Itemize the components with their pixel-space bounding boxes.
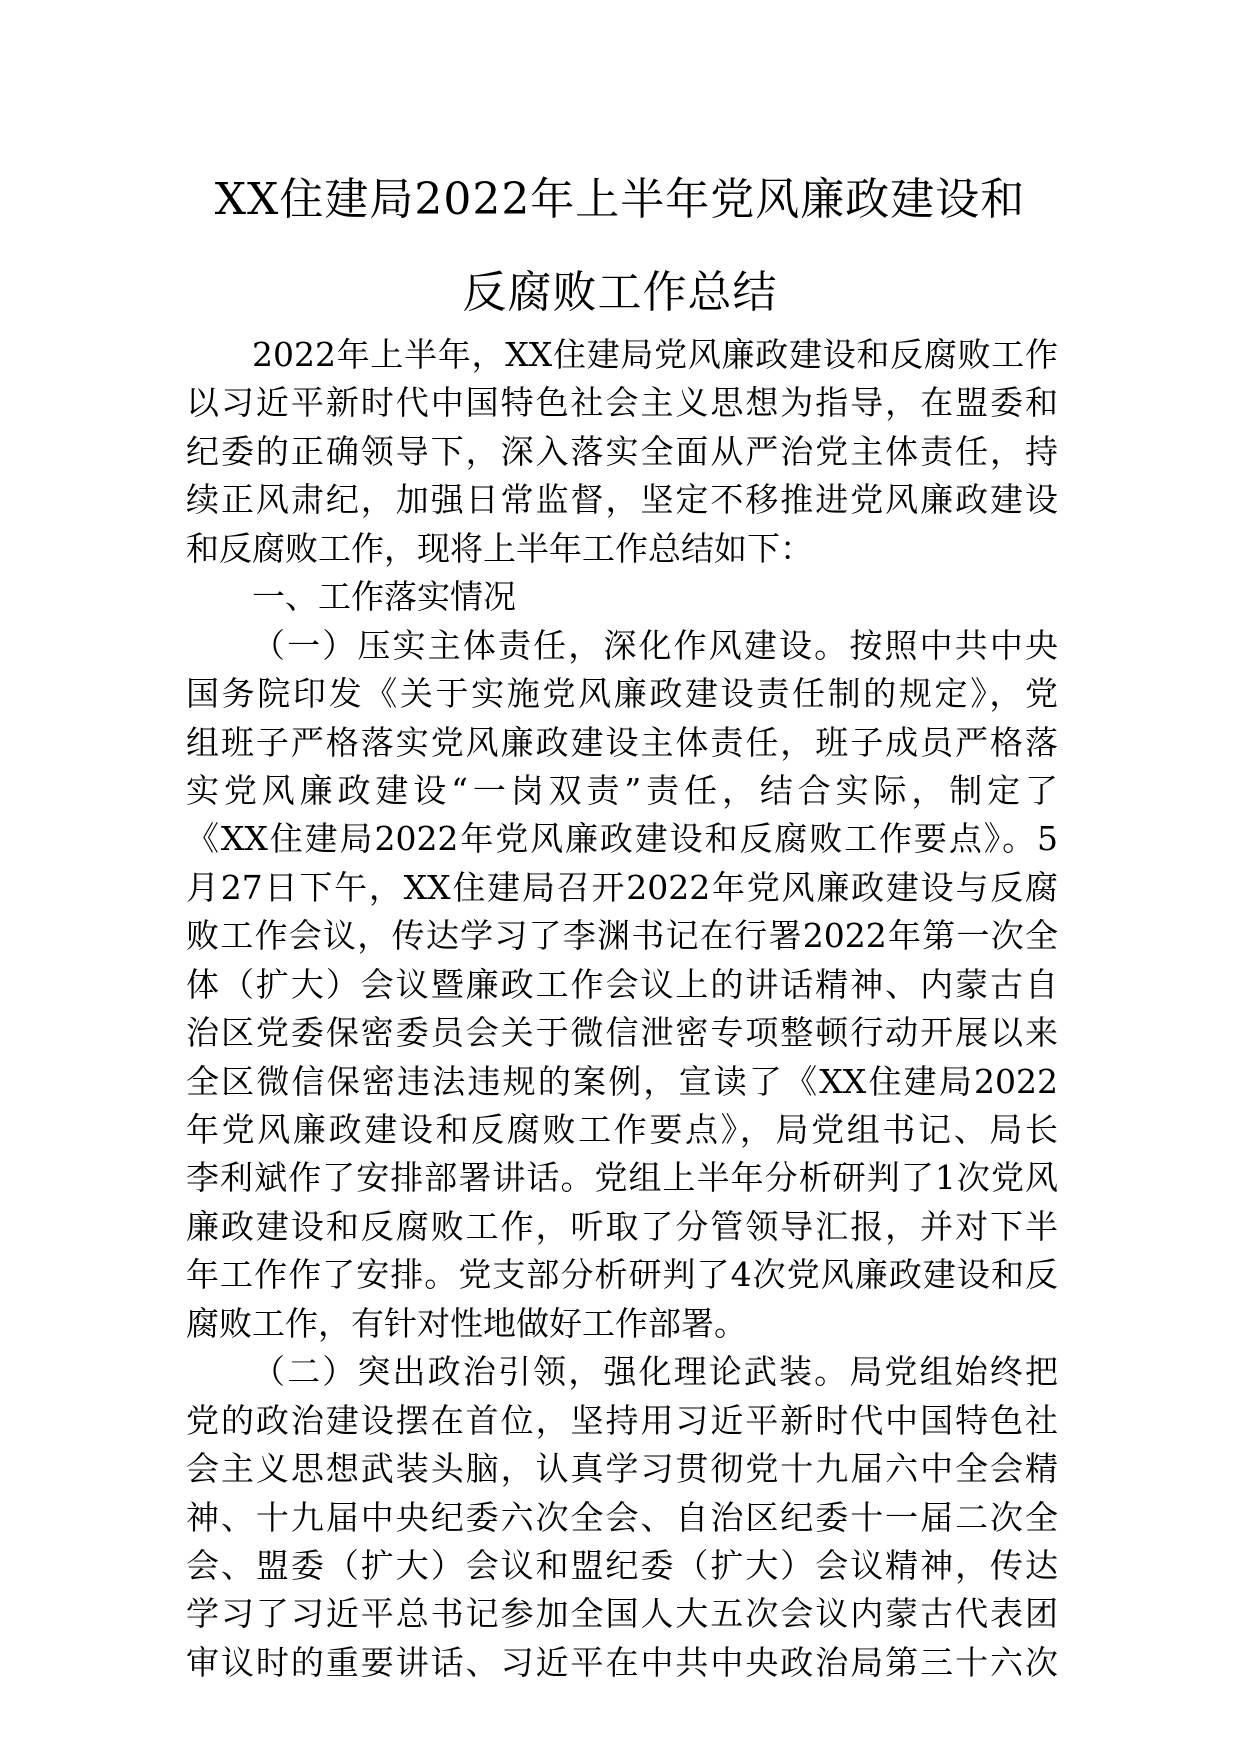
body-line: 月27日下午，XX住建局召开2022年党风廉政建设与反腐 — [186, 867, 1058, 907]
body-line: 纪委的正确领导下，深入落实全面从严治党主体责任，持 — [186, 431, 1058, 471]
body-line: 实党风廉政建设“一岗双责”责任，结合实际，制定了 — [186, 770, 1058, 810]
body-line: （一）压实主体责任，深化作风建设。按照中共中央 — [252, 625, 1058, 665]
body-line: 体（扩大）会议暨廉政工作会议上的讲话精神、内蒙古自 — [186, 964, 1058, 1004]
body-line: 神、十九届中央纪委六次全会、自治区纪委十一届二次全 — [186, 1497, 1058, 1537]
body-line: 学习了习近平总书记参加全国人大五次会议内蒙古代表团 — [186, 1594, 1058, 1634]
body-line: （二）突出政治引领，强化理论武装。局党组始终把 — [252, 1352, 1058, 1392]
body-line: 廉政建设和反腐败工作，听取了分管领导汇报，并对下半 — [186, 1206, 1058, 1246]
body-line: 以习近平新时代中国特色社会主义思想为指导，在盟委和 — [186, 383, 1058, 423]
document-title-line-2: 反腐败工作总结 — [462, 267, 778, 318]
body-line: 组班子严格落实党风廉政建设主体责任，班子成员严格落 — [186, 722, 1058, 762]
body-line: 审议时的重要讲话、习近平在中共中央政治局第三十六次 — [186, 1642, 1058, 1682]
body-line: 李利斌作了安排部署讲话。党组上半年分析研判了1次党风 — [186, 1158, 1058, 1198]
body-line: 全区微信保密违法违规的案例，宣读了《XX住建局2022 — [186, 1061, 1058, 1101]
body-line: 续正风肃纪，加强日常监督，坚定不移推进党风廉政建设 — [186, 480, 1058, 520]
body-line: 治区党委保密委员会关于微信泄密专项整顿行动开展以来 — [186, 1013, 1058, 1053]
body-line: 和反腐败工作，现将上半年工作总结如下： — [186, 528, 813, 568]
document-title-line-1: XX住建局2022年上半年党风廉政建设和 — [214, 174, 1026, 225]
body-line: 《XX住建局2022年党风廉政建设和反腐败工作要点》。5 — [186, 819, 1058, 859]
body-line: 国务院印发《关于实施党风廉政建设责任制的规定》，党 — [186, 674, 1058, 714]
body-line: 年工作作了安排。党支部分析研判了4次党风廉政建设和反 — [186, 1255, 1058, 1295]
body-line: 党的政治建设摆在首位，坚持用习近平新时代中国特色社 — [186, 1400, 1058, 1440]
body-line: 腐败工作，有针对性地做好工作部署。 — [186, 1303, 747, 1343]
body-line: 会主义思想武装头脑，认真学习贯彻党十九届六中全会精 — [186, 1449, 1058, 1489]
body-line: 年党风廉政建设和反腐败工作要点》，局党组书记、局长 — [186, 1110, 1058, 1149]
body-line: 败工作会议，传达学习了李渊书记在行署2022年第一次全 — [186, 916, 1058, 956]
document-body — [186, 331, 1058, 1687]
body-line: 会、盟委（扩大）会议和盟纪委（扩大）会议精神，传达 — [186, 1545, 1058, 1585]
body-line: 2022年上半年，XX住建局党风廉政建设和反腐败工作 — [252, 335, 1058, 374]
section-heading: 一、工作落实情况 — [252, 577, 516, 617]
